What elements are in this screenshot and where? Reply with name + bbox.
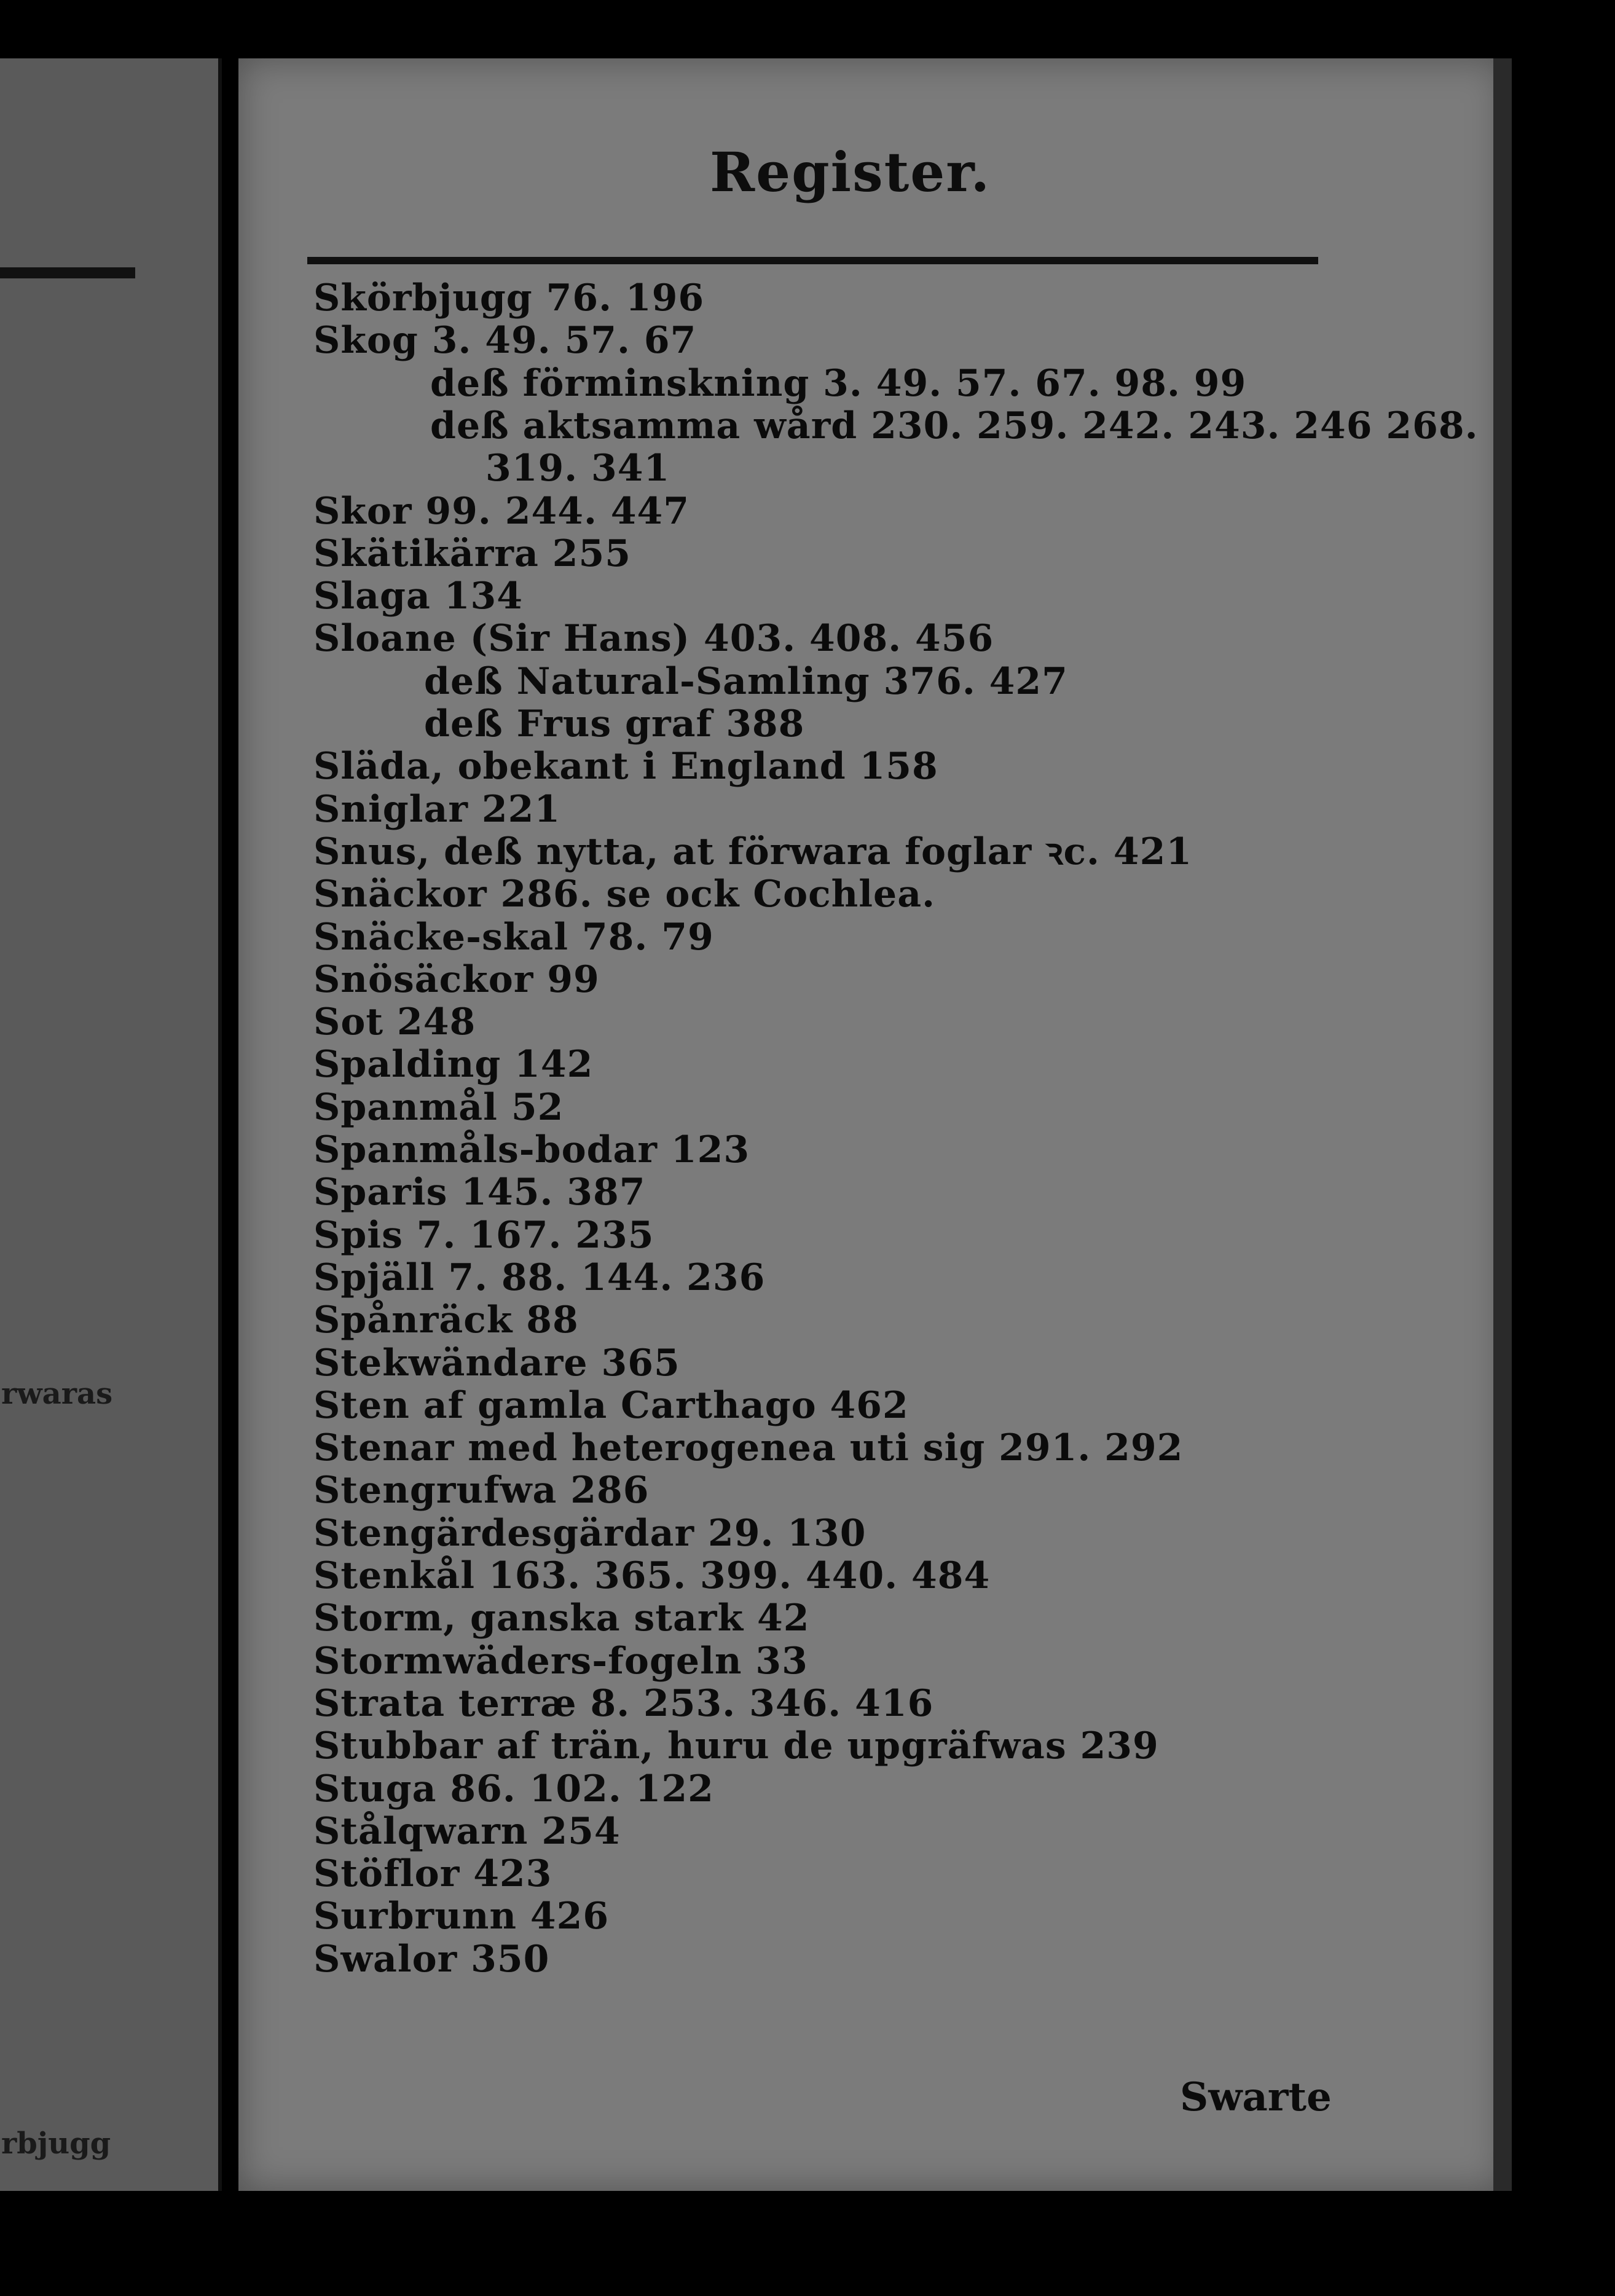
index-entry: Stålqwarn 254 (313, 1809, 621, 1853)
index-entry: Surbrunn 426 (313, 1895, 610, 1938)
index-entry: Spanmåls-bodar 123 (313, 1128, 750, 1171)
header-rule (307, 257, 1318, 264)
index-entry: Skog 3. 49. 57. 67 (313, 319, 697, 363)
index-entry: Snus, deß nytta, at förwara foglar ꝛc. 421 (313, 830, 1193, 873)
index-entry: Stuga 86. 102. 122 (313, 1767, 714, 1810)
catchword: Swarte (1180, 2074, 1332, 2120)
page-edge (1493, 58, 1512, 2191)
index-entry: Stormwäders-fogeln 33 (313, 1639, 808, 1683)
index-entry: deß aktsamma wård 230. 259. 242. 243. 246 268. (430, 404, 1479, 447)
index-entry: Stubbar af trän, huru de upgräfwas 239 (313, 1724, 1159, 1768)
index-entry: Sten af gamla Carthago 462 (313, 1383, 909, 1427)
index-entry: Spis 7. 167. 235 (313, 1213, 654, 1257)
index-entry: Snäcke-skal 78. 79 (313, 915, 714, 959)
index-entry: Spanmål 52 (313, 1085, 564, 1129)
index-entry: Swalor 350 (313, 1937, 550, 1981)
index-entry: Sniglar 221 (313, 787, 561, 831)
index-entry: deß Natural-Samling 376. 427 (424, 659, 1068, 703)
facing-page-rule (0, 267, 135, 278)
index-entry: Stengrufwa 286 (313, 1469, 650, 1512)
index-entry: Snösäckor 99 (313, 957, 600, 1001)
index-entry: deß förminskning 3. 49. 57. 67. 98. 99 (430, 361, 1247, 405)
index-entry: Spånräck 88 (313, 1299, 579, 1342)
index-entry: Stengärdesgärdar 29. 130 (313, 1511, 866, 1555)
index-entry: Sparis 145. 387 (313, 1171, 646, 1214)
index-entry: deß Frus graf 388 (424, 702, 805, 745)
index-entry: Storm, ganska stark 42 (313, 1597, 810, 1640)
page-header: Register. (710, 140, 991, 204)
index-entry: Spalding 142 (313, 1043, 594, 1087)
index-entry: Snäckor 286. se ock Cochlea. (313, 873, 935, 916)
facing-page-fragment-1: rwaras (1, 1377, 113, 1411)
index-entry: Sot 248 (313, 1001, 476, 1044)
facing-page (0, 58, 222, 2191)
index-entry: Skor 99. 244. 447 (313, 489, 690, 533)
index-entry: Stöflor 423 (313, 1852, 552, 1896)
index-entry: 319. 341 (485, 447, 670, 490)
index-entry: Slaga 134 (313, 575, 523, 618)
index-entry: Skätikärra 255 (313, 532, 631, 575)
index-entry: Stenkål 163. 365. 399. 440. 484 (313, 1554, 991, 1597)
index-entry: Skörbjugg 76. 196 (313, 277, 705, 320)
index-entry: Släda, obekant i England 158 (313, 745, 938, 788)
index-entry: Stekwändare 365 (313, 1341, 680, 1385)
index-entry: Sloane (Sir Hans) 403. 408. 456 (313, 617, 994, 661)
index-entry: Strata terræ 8. 253. 346. 416 (313, 1681, 934, 1725)
index-entry: Stenar med heterogenea uti sig 291. 292 (313, 1426, 1184, 1470)
facing-page-fragment-2: rbjugg (1, 2126, 111, 2161)
index-entry: Spjäll 7. 88. 144. 236 (313, 1256, 766, 1299)
